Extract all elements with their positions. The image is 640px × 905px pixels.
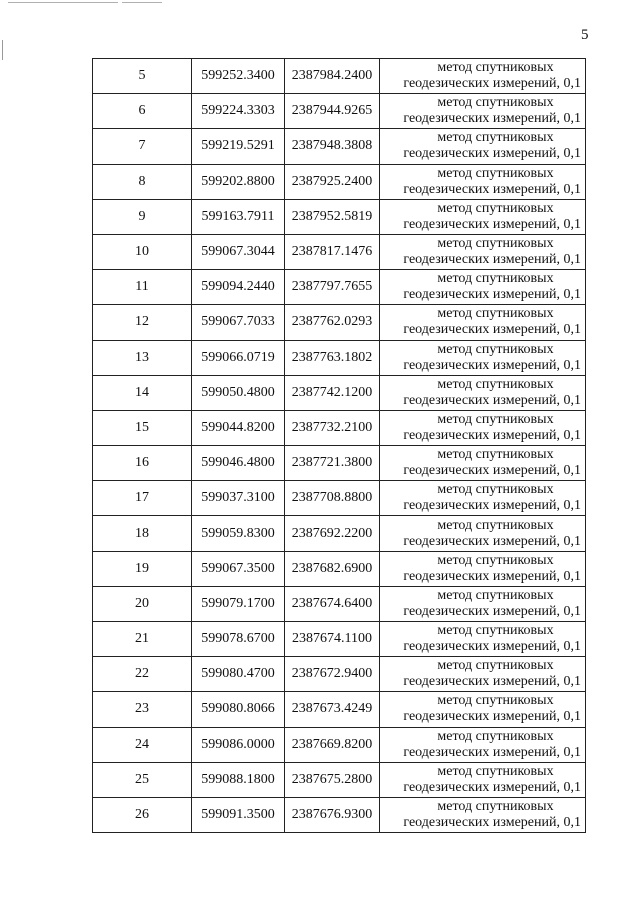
method-line-2: геодезических измерений, 0,1 (403, 146, 581, 162)
coordinates-table (92, 58, 586, 833)
method-cell (380, 94, 586, 129)
point-number-cell: 10 (93, 234, 192, 269)
method-line-1: метод спутниковых (437, 95, 554, 111)
y-coordinate-cell: 2387763.1802 (285, 340, 380, 375)
method-line-2: геодезических измерений, 0,1 (403, 357, 581, 373)
method-line-1: метод спутниковых (437, 658, 554, 674)
method-line-2: геодезических измерений, 0,1 (403, 76, 581, 92)
method-cell (380, 199, 586, 234)
point-number-cell: 16 (93, 446, 192, 481)
point-number-cell: 15 (93, 410, 192, 445)
x-coordinate-cell: 599252.3400 (192, 59, 285, 94)
table-row (93, 305, 586, 340)
method-cell (380, 59, 586, 94)
y-coordinate-cell: 2387721.3800 (285, 446, 380, 481)
method-line-2: геодезических измерений, 0,1 (403, 252, 581, 268)
point-number-cell: 23 (93, 692, 192, 727)
y-coordinate-cell: 2387948.3808 (285, 129, 380, 164)
point-number-cell: 24 (93, 727, 192, 762)
x-coordinate-cell: 599079.1700 (192, 586, 285, 621)
point-number-cell: 14 (93, 375, 192, 410)
point-number-cell: 20 (93, 586, 192, 621)
x-coordinate-cell: 599080.4700 (192, 657, 285, 692)
y-coordinate-cell: 2387708.8800 (285, 481, 380, 516)
x-coordinate-cell: 599078.6700 (192, 622, 285, 657)
y-coordinate-cell: 2387817.1476 (285, 234, 380, 269)
table-row (93, 657, 586, 692)
table-row (93, 199, 586, 234)
method-line-2: геодезических измерений, 0,1 (403, 392, 581, 408)
point-number-cell: 13 (93, 340, 192, 375)
x-coordinate-cell: 599088.1800 (192, 762, 285, 797)
x-coordinate-cell: 599059.8300 (192, 516, 285, 551)
x-coordinate-cell: 599067.3044 (192, 234, 285, 269)
point-number-cell: 12 (93, 305, 192, 340)
y-coordinate-cell: 2387674.1100 (285, 622, 380, 657)
table-row (93, 516, 586, 551)
y-coordinate-cell: 2387742.1200 (285, 375, 380, 410)
method-cell (380, 481, 586, 516)
table-row (93, 270, 586, 305)
table-row (93, 94, 586, 129)
scan-artifact (122, 2, 162, 3)
method-cell (380, 586, 586, 621)
method-line-2: геодезических измерений, 0,1 (403, 533, 581, 549)
x-coordinate-cell: 599224.3303 (192, 94, 285, 129)
y-coordinate-cell: 2387675.2800 (285, 762, 380, 797)
x-coordinate-cell: 599046.4800 (192, 446, 285, 481)
table-row (93, 586, 586, 621)
page-number: 5 (581, 27, 589, 43)
table-row (93, 622, 586, 657)
x-coordinate-cell: 599202.8800 (192, 164, 285, 199)
table-row (93, 375, 586, 410)
method-line-2: геодезических измерений, 0,1 (403, 744, 581, 760)
point-number-cell: 8 (93, 164, 192, 199)
y-coordinate-cell: 2387673.4249 (285, 692, 380, 727)
method-cell (380, 340, 586, 375)
method-cell (380, 375, 586, 410)
method-line-2: геодезических измерений, 0,1 (403, 287, 581, 303)
method-line-2: геодезических измерений, 0,1 (403, 639, 581, 655)
point-number-cell: 6 (93, 94, 192, 129)
method-line-1: метод спутниковых (437, 552, 554, 568)
point-number-cell: 18 (93, 516, 192, 551)
method-line-1: метод спутниковых (437, 306, 554, 322)
method-line-1: метод спутниковых (437, 447, 554, 463)
table-row (93, 692, 586, 727)
table-row (93, 727, 586, 762)
point-number-cell: 5 (93, 59, 192, 94)
method-cell (380, 762, 586, 797)
point-number-cell: 22 (93, 657, 192, 692)
method-line-1: метод спутниковых (437, 728, 554, 744)
table-row (93, 234, 586, 269)
table-row (93, 59, 586, 94)
method-line-1: метод спутниковых (437, 799, 554, 815)
x-coordinate-cell: 599050.4800 (192, 375, 285, 410)
method-line-1: метод спутниковых (437, 623, 554, 639)
method-line-2: геодезических измерений, 0,1 (403, 779, 581, 795)
x-coordinate-cell: 599037.3100 (192, 481, 285, 516)
y-coordinate-cell: 2387797.7655 (285, 270, 380, 305)
method-cell (380, 692, 586, 727)
method-line-2: геодезических измерений, 0,1 (403, 815, 581, 831)
point-number-cell: 19 (93, 551, 192, 586)
method-cell (380, 410, 586, 445)
y-coordinate-cell: 2387944.9265 (285, 94, 380, 129)
x-coordinate-cell: 599080.8066 (192, 692, 285, 727)
method-line-1: метод спутниковых (437, 165, 554, 181)
x-coordinate-cell: 599044.8200 (192, 410, 285, 445)
method-cell (380, 305, 586, 340)
method-line-2: геодезических измерений, 0,1 (403, 498, 581, 514)
y-coordinate-cell: 2387672.9400 (285, 657, 380, 692)
method-cell (380, 234, 586, 269)
y-coordinate-cell: 2387676.9300 (285, 797, 380, 832)
table-row (93, 797, 586, 832)
method-cell (380, 516, 586, 551)
method-cell (380, 622, 586, 657)
point-number-cell: 17 (93, 481, 192, 516)
method-cell (380, 727, 586, 762)
method-line-1: метод спутниковых (437, 341, 554, 357)
table-row (93, 762, 586, 797)
x-coordinate-cell: 599163.7911 (192, 199, 285, 234)
x-coordinate-cell: 599091.3500 (192, 797, 285, 832)
method-line-1: метод спутниковых (437, 587, 554, 603)
method-cell (380, 797, 586, 832)
method-line-2: геодезических измерений, 0,1 (403, 463, 581, 479)
table-row (93, 481, 586, 516)
method-line-1: метод спутниковых (437, 517, 554, 533)
point-number-cell: 25 (93, 762, 192, 797)
method-cell (380, 446, 586, 481)
table-row (93, 164, 586, 199)
y-coordinate-cell: 2387682.6900 (285, 551, 380, 586)
y-coordinate-cell: 2387984.2400 (285, 59, 380, 94)
y-coordinate-cell: 2387692.2200 (285, 516, 380, 551)
table-row (93, 340, 586, 375)
y-coordinate-cell: 2387762.0293 (285, 305, 380, 340)
method-line-2: геодезических измерений, 0,1 (403, 674, 581, 690)
method-line-1: метод спутниковых (437, 376, 554, 392)
method-line-1: метод спутниковых (437, 130, 554, 146)
point-number-cell: 9 (93, 199, 192, 234)
method-cell (380, 551, 586, 586)
method-cell (380, 657, 586, 692)
y-coordinate-cell: 2387952.5819 (285, 199, 380, 234)
point-number-cell: 7 (93, 129, 192, 164)
method-line-1: метод спутниковых (437, 411, 554, 427)
method-line-1: метод спутниковых (437, 693, 554, 709)
method-line-1: метод спутниковых (437, 763, 554, 779)
x-coordinate-cell: 599067.3500 (192, 551, 285, 586)
method-line-2: геодезических измерений, 0,1 (403, 216, 581, 232)
method-line-1: метод спутниковых (437, 236, 554, 252)
method-line-1: метод спутниковых (437, 60, 554, 76)
x-coordinate-cell: 599086.0000 (192, 727, 285, 762)
method-line-1: метод спутниковых (437, 200, 554, 216)
y-coordinate-cell: 2387925.2400 (285, 164, 380, 199)
x-coordinate-cell: 599094.2440 (192, 270, 285, 305)
scan-artifact (8, 2, 118, 3)
method-line-2: геодезических измерений, 0,1 (403, 181, 581, 197)
scan-artifact (2, 40, 3, 60)
method-line-2: геодезических измерений, 0,1 (403, 427, 581, 443)
method-line-1: метод спутниковых (437, 482, 554, 498)
y-coordinate-cell: 2387669.8200 (285, 727, 380, 762)
method-line-2: геодезических измерений, 0,1 (403, 111, 581, 127)
x-coordinate-cell: 599067.7033 (192, 305, 285, 340)
table-row (93, 551, 586, 586)
method-cell (380, 164, 586, 199)
y-coordinate-cell: 2387674.6400 (285, 586, 380, 621)
point-number-cell: 26 (93, 797, 192, 832)
method-line-2: геодезических измерений, 0,1 (403, 322, 581, 338)
method-line-2: геодезических измерений, 0,1 (403, 568, 581, 584)
x-coordinate-cell: 599066.0719 (192, 340, 285, 375)
point-number-cell: 11 (93, 270, 192, 305)
method-line-1: метод спутниковых (437, 271, 554, 287)
table-row (93, 129, 586, 164)
point-number-cell: 21 (93, 622, 192, 657)
method-line-2: геодезических измерений, 0,1 (403, 709, 581, 725)
method-cell (380, 129, 586, 164)
method-cell (380, 270, 586, 305)
table-row (93, 446, 586, 481)
x-coordinate-cell: 599219.5291 (192, 129, 285, 164)
y-coordinate-cell: 2387732.2100 (285, 410, 380, 445)
table-row (93, 410, 586, 445)
method-line-2: геодезических измерений, 0,1 (403, 603, 581, 619)
